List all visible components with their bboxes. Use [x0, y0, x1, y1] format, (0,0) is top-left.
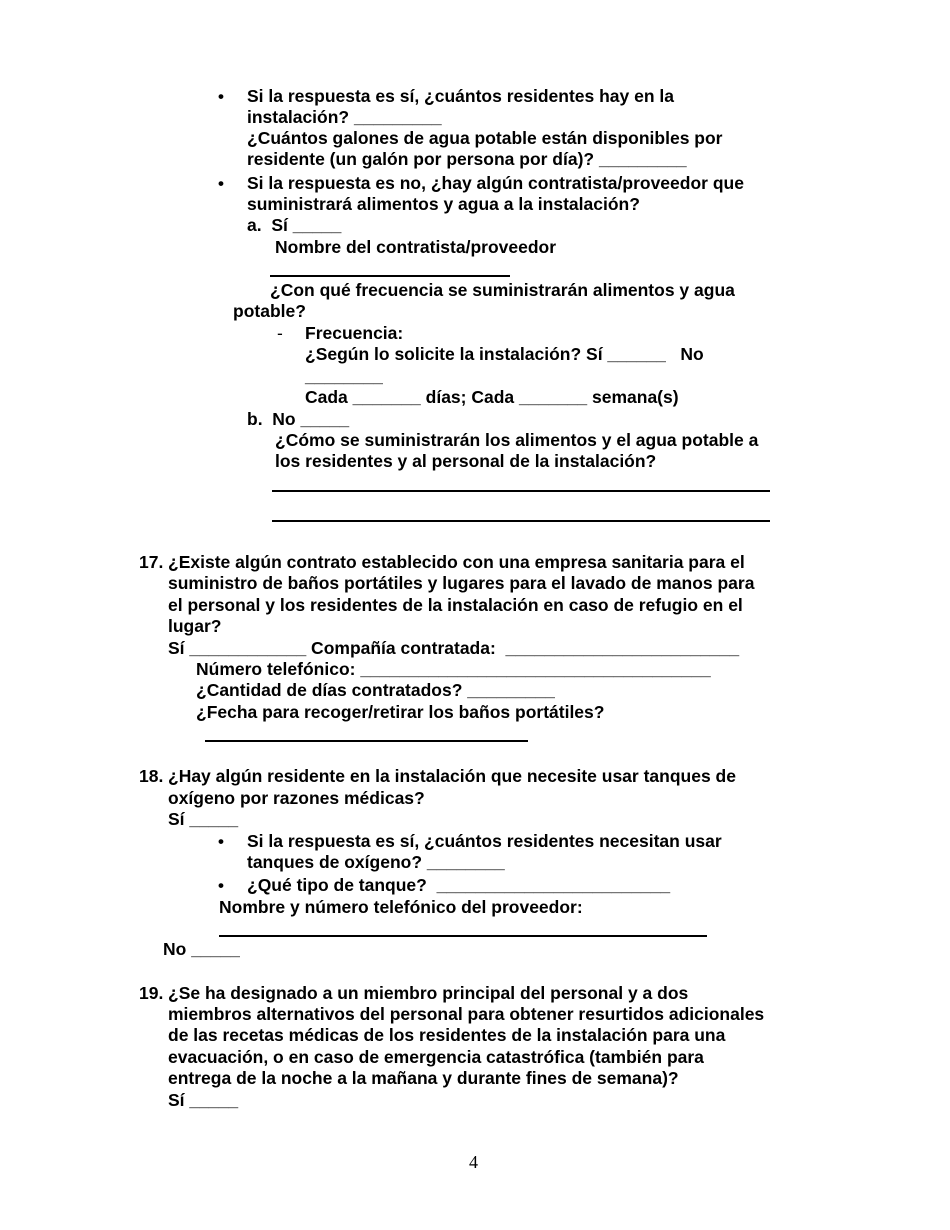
question-18-line2: oxígeno por razones médicas? [168, 788, 425, 808]
question-17-line2: suministro de baños portátiles y lugares para el lavado de manos para [168, 573, 755, 593]
how-question-line1: ¿Cómo se suministrarán los alimentos y el agua potable a [275, 430, 759, 450]
question-18-no: No _____ [163, 939, 240, 959]
supplier-blank-line [219, 935, 707, 937]
question-18-supplier: Nombre y número telefónico del proveedor: [219, 897, 583, 917]
question-17-line3: el personal y los residentes de la instalación en caso de refugio en el [168, 595, 743, 615]
question-19-line5: entrega de la noche a la mañana y durante fines de semana)? [168, 1068, 679, 1088]
page-number: 4 [469, 1152, 478, 1172]
bullet-marker: • [218, 87, 224, 106]
bullet-no-line1: Si la respuesta es no, ¿hay algún contratista/proveedor que [247, 173, 744, 193]
question-19-yes: Sí _____ [168, 1090, 239, 1110]
frequency-question-line1: ¿Con qué frecuencia se suministrarán alimentos y agua [270, 280, 735, 300]
bullet-yes-line4: residente (un galón por persona por día)? _________ [247, 149, 687, 169]
answer-blank-line-2 [272, 520, 770, 522]
bullet-marker: • [218, 174, 224, 193]
question-18-bullet1-line1: Si la respuesta es sí, ¿cuántos residentes necesitan usar [247, 831, 722, 851]
frequency-question-line2: potable? [233, 301, 306, 321]
on-request-line: ¿Según lo solicite la instalación? Sí ______ No [305, 344, 704, 364]
question-18-bullet1-line2: tanques de oxígeno? ________ [247, 852, 505, 872]
pickup-date-blank-line [205, 740, 528, 742]
every-days-weeks-line: Cada _______ días; Cada _______ semana(s) [305, 387, 679, 407]
bullet-marker: • [218, 876, 224, 895]
question-19-line2: miembros alternativos del personal para obtener resurtidos adicionales [168, 1004, 765, 1024]
bullet-marker: • [218, 832, 224, 851]
bullet-yes-line3: ¿Cuántos galones de agua potable están disponibles por [247, 128, 723, 148]
question-17-yes-company: Sí ____________ Compañía contratada: ________________________ [168, 638, 740, 658]
question-18-number: 18. [139, 766, 164, 786]
question-17-pickup: ¿Fecha para recoger/retirar los baños portátiles? [196, 702, 605, 722]
question-17-days: ¿Cantidad de días contratados? _________ [196, 680, 555, 700]
question-18-yes: Sí _____ [168, 809, 239, 829]
answer-blank-line-1 [272, 490, 770, 492]
option-b-label: b. No _____ [247, 409, 350, 429]
bullet-yes-line2: instalación? _________ [247, 107, 442, 127]
on-request-blank: ________ [305, 366, 383, 386]
question-18-bullet2: ¿Qué tipo de tanque? ________________________ [247, 875, 671, 895]
question-19-line3: de las recetas médicas de los residentes de la instalación para una [168, 1025, 726, 1045]
question-19-line1: ¿Se ha designado a un miembro principal del personal y a dos [168, 983, 689, 1003]
question-19-line4: evacuación, o en caso de emergencia catastrófica (también para [168, 1047, 704, 1067]
question-17-phone: Número telefónico: ____________________________________ [196, 659, 711, 679]
vendor-name-label: Nombre del contratista/proveedor [275, 237, 557, 257]
how-question-line2: los residentes y al personal de la instalación? [275, 451, 657, 471]
frequency-label: Frecuencia: [305, 323, 404, 343]
dash-marker: - [277, 323, 283, 343]
vendor-name-blank-line [270, 275, 510, 277]
question-17-line4: lugar? [168, 616, 222, 636]
bullet-no-line2: suministrará alimentos y agua a la instalación? [247, 194, 640, 214]
option-a-label: a. Sí _____ [247, 215, 342, 235]
bullet-yes-line1: Si la respuesta es sí, ¿cuántos residentes hay en la [247, 86, 674, 106]
question-17-line1: ¿Existe algún contrato establecido con una empresa sanitaria para el [168, 552, 745, 572]
question-18-line1: ¿Hay algún residente en la instalación que necesite usar tanques de [168, 766, 736, 786]
question-19-number: 19. [139, 983, 164, 1003]
question-17-number: 17. [139, 552, 164, 572]
